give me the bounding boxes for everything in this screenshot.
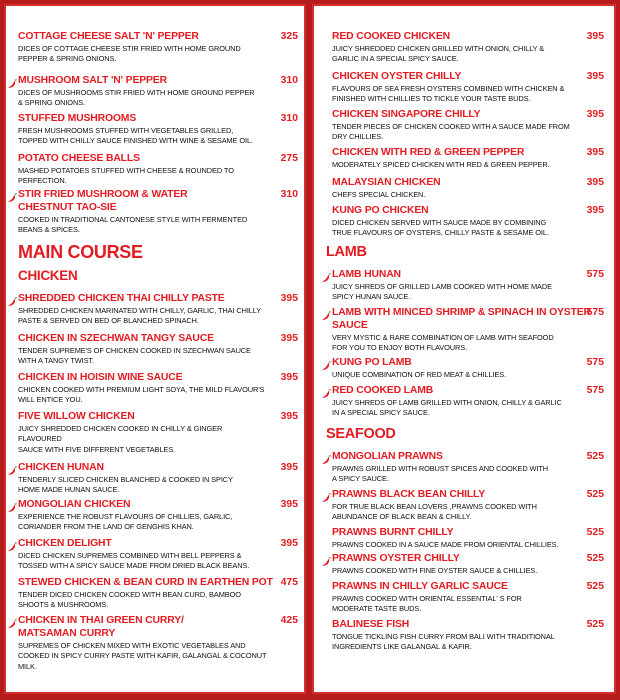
item-description: VERY MYSTIC & RARE COMBINATION OF LAMB WITH SEAFOOD (332, 333, 554, 342)
chili-icon (7, 539, 17, 549)
item-description: CHICKEN COOKED WITH PREMIUM LIGHT SOYA, THE MILD FLAVOUR'S (18, 385, 265, 394)
item-description: TOSSED WITH A SPICY SAUCE MADE FROM DRIED BLACK BEANS. (18, 561, 250, 571)
item-description: TENDER PIECES OF CHICKEN COOKED WITH A SAUCE MADE FROM (332, 122, 570, 131)
item-description: TENDER DICED CHICKEN COOKED WITH BEAN CURD, BAMBOO (18, 590, 241, 599)
item-price: 310 (280, 113, 298, 124)
item-description: COOKED IN SPICY CURRY PASTE WITH KAFIR, GALANGAL & COCONUT (18, 651, 267, 661)
item-description: PRAWNS COOKED WITH ORIENTAL ESSENTIAL' S FOR (332, 594, 522, 603)
item-description: CHEFS SPECIAL CHICKEN. (332, 190, 426, 199)
item-price: 395 (280, 462, 298, 473)
item-description: DICES OF COTTAGE CHEESE STIR FRIED WITH HOME GROUND (18, 44, 241, 53)
item-name: CHICKEN WITH RED & GREEN PEPPER (332, 147, 525, 158)
chili-icon (321, 308, 331, 318)
item-price: 575 (586, 307, 604, 318)
item-description: DICED CHICKEN SUPREMES COMBINED WITH BELL PEPPERS & (18, 551, 242, 560)
item-price: 575 (586, 385, 604, 396)
item-description: DICES OF MUSHROOMS STIR FRIED WITH HOME GROUND PEPPER (18, 88, 255, 97)
item-name: CHICKEN OYSTER CHILLY (332, 71, 462, 82)
item-name: PRAWNS OYSTER CHILLY (332, 553, 460, 564)
item-name: CHICKEN IN SZECHWAN TANGY SAUCE (18, 333, 214, 344)
chili-icon (7, 190, 17, 200)
item-name: RED COOKED CHICKEN (332, 31, 450, 42)
chili-icon (7, 463, 17, 473)
item-price: 395 (280, 372, 298, 383)
item-description: TRUE FLAVOURS OF OYSTERS, CHILLY PASTE & SESAME OIL. (332, 228, 549, 238)
item-description: HOME MADE HUNAN SAUCE. (18, 485, 120, 495)
item-description: PRAWNS GRILLED WITH ROBUST SPICES AND COOKED WITH (332, 464, 549, 473)
item-description: TENDERLY SLICED CHICKEN BLANCHED & COOKED IN SPICY (18, 475, 233, 484)
item-price: 525 (586, 451, 604, 462)
item-name: KUNG PO CHICKEN (332, 205, 429, 216)
item-name: CHICKEN HUNAN (18, 462, 104, 473)
item-description: SHOOTS & MUSHROOMS. (18, 600, 109, 610)
item-description: CORIANDER FROM THE LAND OF GENGHIS KHAN. (18, 522, 194, 532)
item-price: 475 (280, 577, 298, 588)
item-price: 525 (586, 553, 604, 564)
item-description: SUPREMES OF CHICKEN MIXED WITH EXOTIC VEGETABLES AND (18, 641, 246, 650)
item-description: WITH A TANGY TWIST. (18, 356, 94, 366)
item-price: 395 (280, 293, 298, 304)
item-description: DICED CHICKEN SERVED WITH SAUCE MADE BY COMBINING (332, 218, 547, 227)
item-description: SPICY HUNAN SAUCE. (332, 292, 411, 302)
item-price: 325 (280, 31, 298, 42)
item-price: 395 (280, 499, 298, 510)
item-description: PEPPER & SPRING ONIONS. (18, 54, 117, 64)
item-name: LAMB HUNAN (332, 269, 401, 280)
item-name: STUFFED MUSHROOMS (18, 113, 137, 124)
chili-icon (321, 386, 331, 396)
chili-icon (321, 358, 331, 368)
item-description: SAUCE WITH FIVE DIFFERENT VEGETABLES. (18, 444, 176, 454)
item-description: WILL ENTICE YOU. (18, 395, 83, 405)
left-menu-panel (4, 4, 306, 694)
item-name: BALINESE FISH (332, 619, 410, 630)
item-price: 525 (586, 581, 604, 592)
item-price: 310 (280, 189, 298, 200)
item-name: PRAWNS IN CHILLY GARLIC SAUCE (332, 581, 508, 592)
item-description: FOR TRUE BLACK BEAN LOVERS ,PRAWNS COOKED WITH (332, 502, 537, 511)
item-price: 395 (586, 109, 604, 120)
item-description: MODERATE TASTE BUDS. (332, 604, 422, 614)
item-price: 395 (586, 205, 604, 216)
item-description: EXPERIENCE THE ROBUST FLAVOURS OF CHILLIES, GARLIC, (18, 512, 233, 521)
item-name: SHREDDED CHICKEN THAI CHILLY PASTE (18, 293, 225, 304)
item-price: 395 (280, 538, 298, 549)
item-description: GARLIC IN A SPECIAL SPICY SAUCE. (332, 54, 459, 64)
item-price: 525 (586, 489, 604, 500)
item-price: 575 (586, 269, 604, 280)
item-price: 395 (586, 31, 604, 42)
item-description: A SPICY SAUCE. (332, 474, 389, 484)
chili-icon (321, 452, 331, 462)
item-price: 425 (280, 615, 298, 626)
lamb-heading: LAMB (326, 244, 367, 260)
item-description: PERFECTION. (18, 176, 67, 186)
item-name: POTATO CHEESE BALLS (18, 153, 140, 164)
item-description: JUICY SHREDS OF LAMB GRILLED WITH ONION, CHILLY & GARLIC (332, 398, 562, 407)
item-name: MONGOLIAN CHICKEN (18, 499, 131, 510)
item-price: 395 (280, 411, 298, 422)
chili-icon (7, 76, 17, 86)
item-description: FLAVOURED (18, 434, 62, 444)
item-name: FIVE WILLOW CHICKEN (18, 411, 135, 422)
chili-icon (321, 490, 331, 500)
chili-icon (321, 270, 331, 280)
item-description: & SPRING ONIONS. (18, 98, 85, 108)
item-description: FINISHED WITH CHILLIES TO TICKLE YOUR TASTE BUDS. (332, 94, 531, 104)
item-name: MALAYSIAN CHICKEN (332, 177, 441, 188)
item-name: STEWED CHICKEN & BEAN CURD IN EARTHEN POT (18, 577, 273, 588)
item-description: MASHED POTATOES STUFFED WITH CHEESE & ROUNDED TO (18, 166, 234, 175)
right-menu-panel (312, 4, 616, 694)
item-name: CHICKEN SINGAPORE CHILLY (332, 109, 481, 120)
item-description: TENDER SUPREME'S OF CHICKEN COOKED IN SZECHWAN SAUCE (18, 346, 251, 355)
item-price: 395 (586, 177, 604, 188)
item-description: DRY CHILLIES. (332, 132, 384, 142)
item-description: JUICY SHREDS OF GRILLED LAMB COOKED WITH HOME MADE (332, 282, 552, 291)
chili-icon (321, 554, 331, 564)
item-name: PRAWNS BURNT CHILLY (332, 527, 454, 538)
item-price: 395 (586, 147, 604, 158)
item-price: 275 (280, 153, 298, 164)
item-description: BEANS & SPICES. (18, 225, 80, 235)
item-name: CHICKEN IN THAI GREEN CURRY/ MATSAMAN CURRY (18, 615, 184, 639)
item-price: 395 (586, 71, 604, 82)
item-description: JUICY SHREDDED CHICKEN GRILLED WITH ONION, CHILLY & (332, 44, 545, 53)
item-description: MODERATELY SPICED CHICKEN WITH RED & GREEN PEPPER. (332, 160, 550, 169)
item-description: PRAWNS COOKED WITH FINE OYSTER SAUCE & CHILLIES. (332, 566, 538, 575)
item-price: 575 (586, 357, 604, 368)
item-name: RED COOKED LAMB (332, 385, 434, 396)
item-description: INGREDIENTS LIKE GALANGAL & KAFIR. (332, 642, 472, 652)
item-description: IN A SPECIAL SPICY SAUCE. (332, 408, 430, 418)
item-name: COTTAGE CHEESE SALT 'N' PEPPER (18, 31, 199, 42)
main-course-heading: MAIN COURSE (18, 242, 143, 262)
item-description: PASTE & SERVED ON BED OF BLANCHED SPINACH. (18, 316, 199, 326)
item-description: PRAWNS COOKED IN A SAUCE MADE FROM ORIENTAL CHILLIES. (332, 540, 559, 549)
item-description: JUICY SHREDDED CHICKEN COOKED IN CHILLY & GINGER (18, 424, 223, 433)
item-description: COOKED IN TRADITIONAL CANTONESE STYLE WITH FERMENTED (18, 215, 248, 224)
chili-icon (7, 616, 17, 626)
item-description: FRESH MUSHROOMS STUFFED WITH VEGETABLES GRILLED, (18, 126, 234, 135)
item-name: CHICKEN DELIGHT (18, 538, 112, 549)
item-name: MUSHROOM SALT 'N' PEPPER (18, 75, 167, 86)
chicken-heading: CHICKEN (18, 268, 78, 283)
seafood-heading: SEAFOOD (326, 426, 396, 442)
item-description: FLAVOURS OF SEA FRESH OYSTERS COMBINED WITH CHICKEN & (332, 84, 565, 93)
item-name: LAMB WITH MINCED SHRIMP & SPINACH IN OYSTER SAUCE (332, 307, 591, 331)
item-name: CHICKEN IN HOISIN WINE SAUCE (18, 372, 183, 383)
item-description: MILK. (18, 661, 37, 671)
item-price: 310 (280, 75, 298, 86)
item-description: SHREDDED CHICKEN MARINATED WITH CHILLY, GARLIC, THAI CHILLY (18, 306, 262, 315)
chili-icon (7, 294, 17, 304)
item-name: PRAWNS BLACK BEAN CHILLY (332, 489, 486, 500)
item-name: KUNG PO LAMB (332, 357, 412, 368)
item-name: MONGOLIAN PRAWNS (332, 451, 443, 462)
item-price: 525 (586, 619, 604, 630)
item-description: FOR YOU TO ENJOY BOTH FLAVOURS. (332, 343, 468, 353)
item-price: 395 (280, 333, 298, 344)
chili-icon (7, 500, 17, 510)
item-description: TOPPED WITH CHILLY SAUCE FINISHED WITH WINE & SESAME OIL. (18, 136, 253, 146)
item-description: TONGUE TICKLING FISH CURRY FROM BALI WITH TRADITIONAL (332, 632, 555, 641)
item-description: ABUNDANCE OF BLACK BEAN & CHILLY. (332, 512, 472, 522)
item-description: UNIQUE COMBINATION OF RED MEAT & CHILLIES. (332, 370, 507, 379)
item-price: 525 (586, 527, 604, 538)
item-name: STIR FRIED MUSHROOM & WATER CHESTNUT TAO-SIE (18, 189, 188, 213)
